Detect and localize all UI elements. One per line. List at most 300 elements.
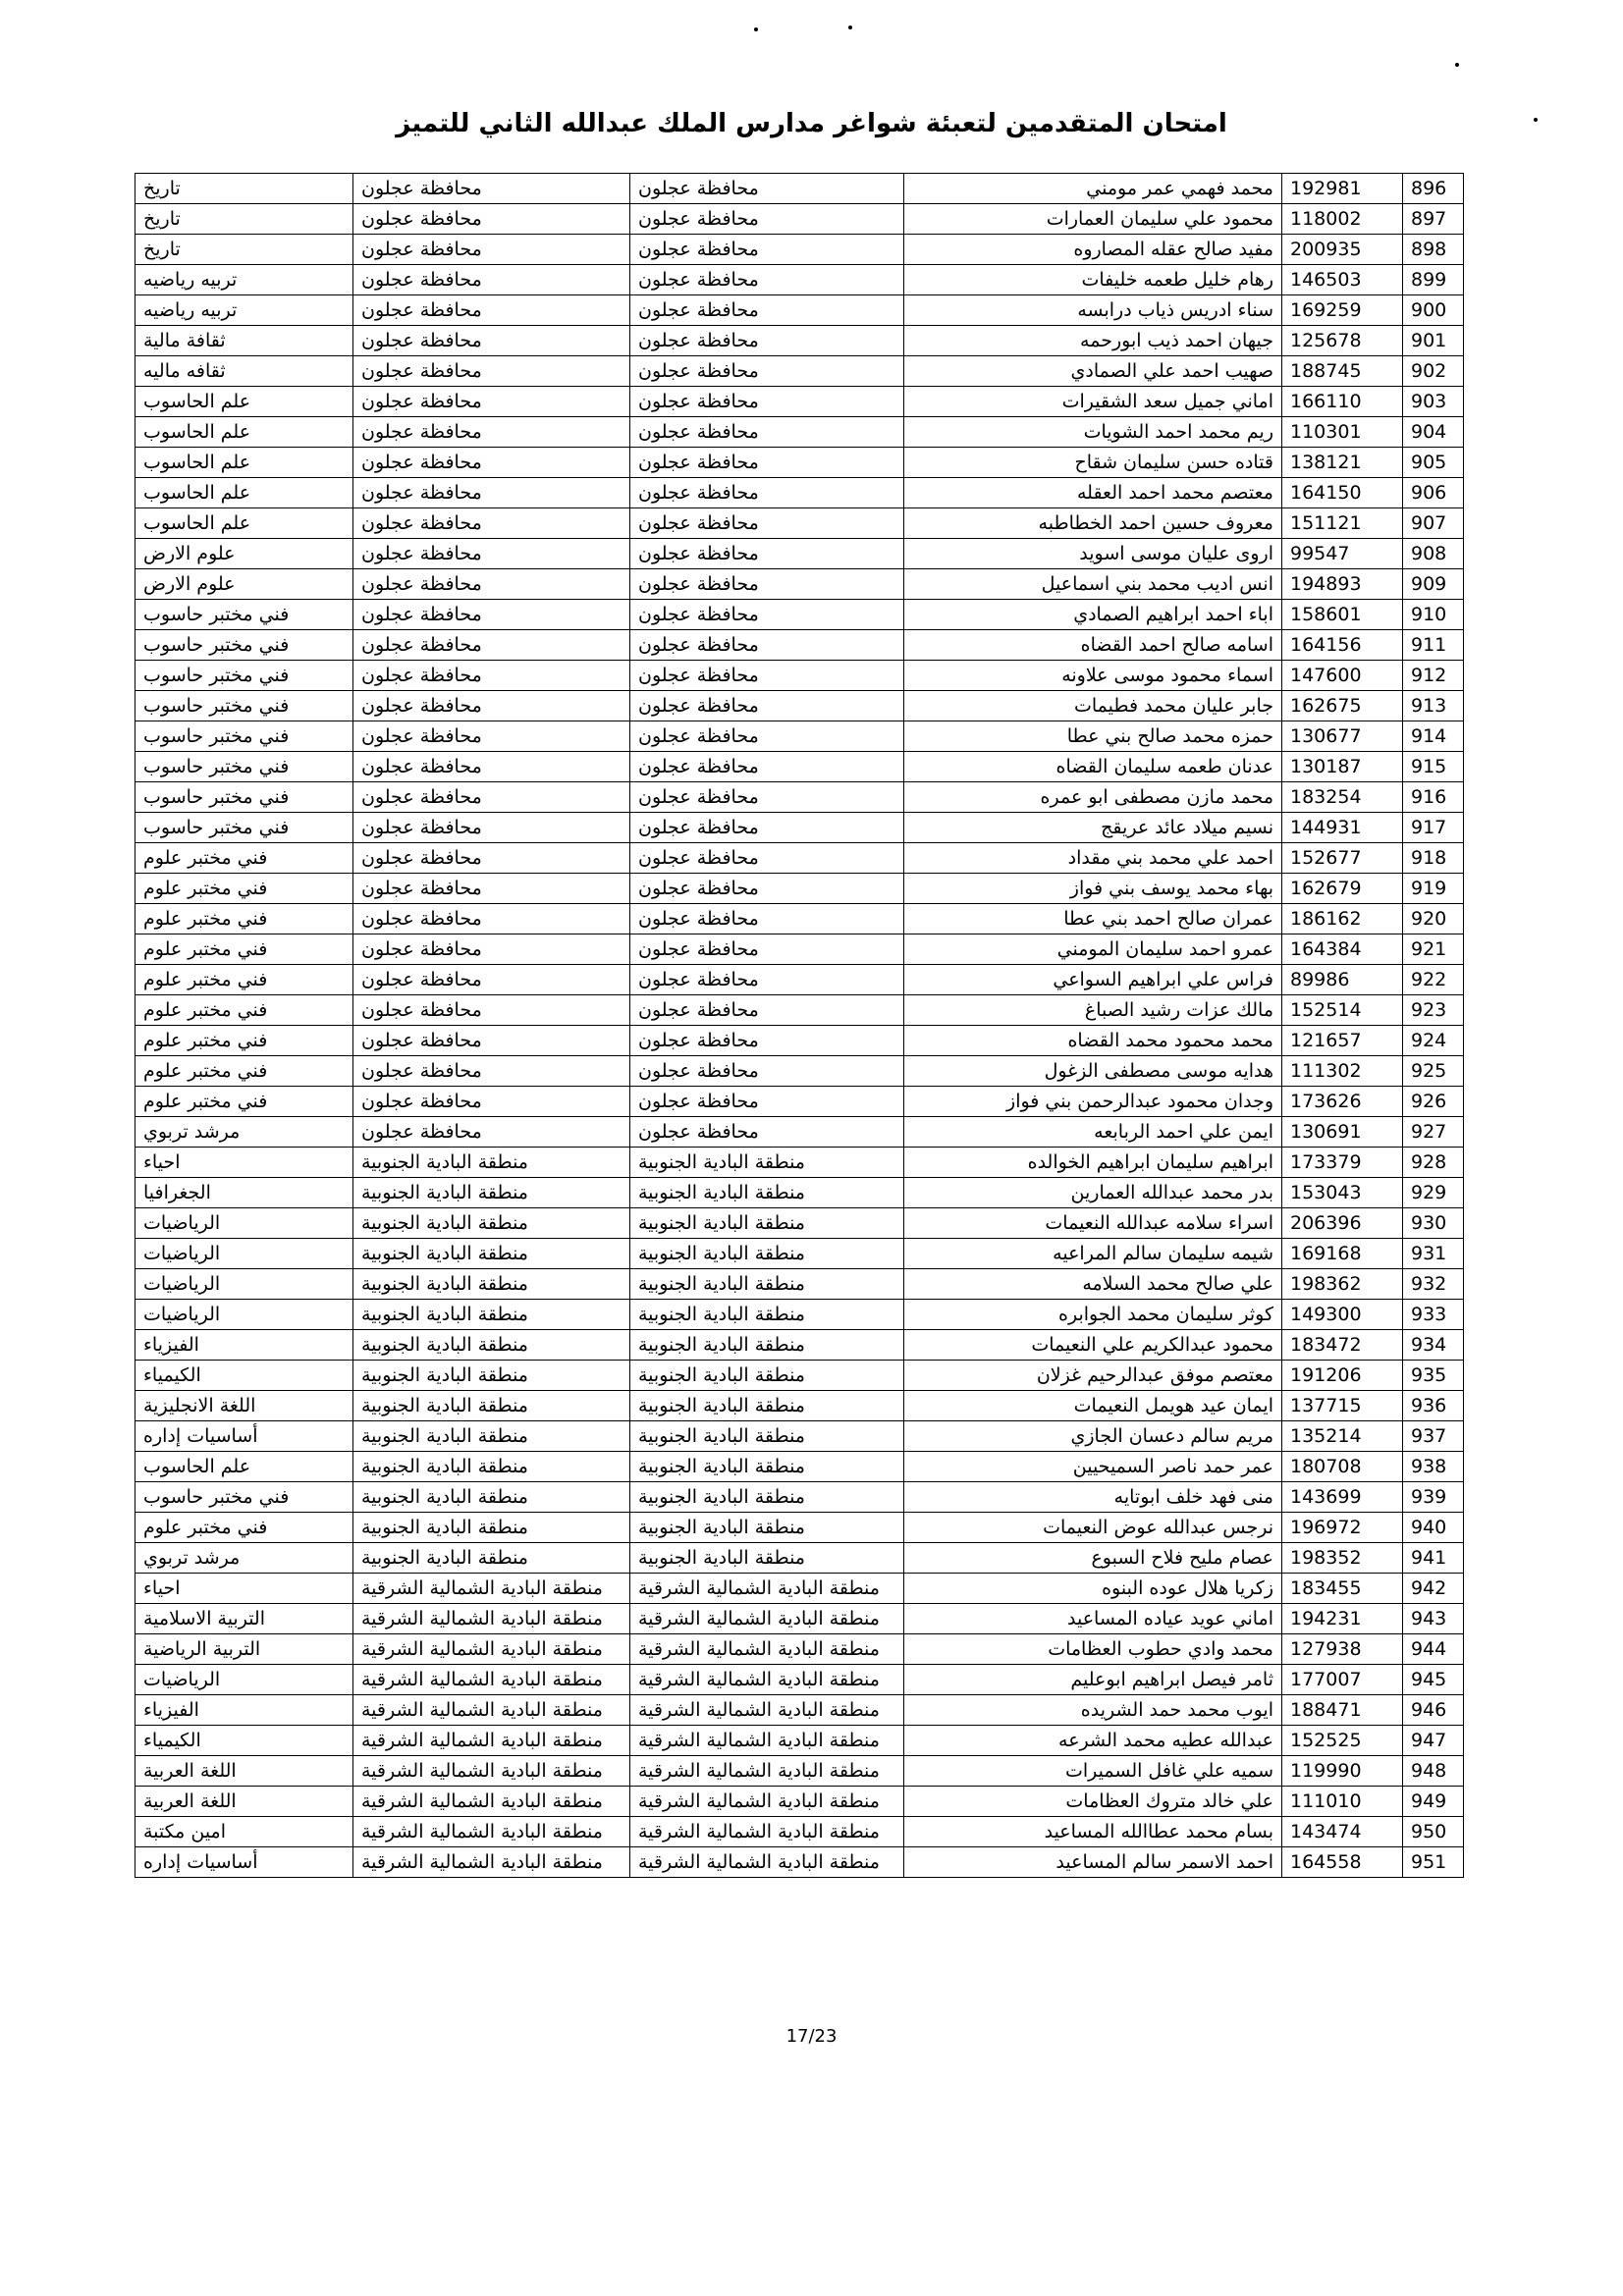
directorate-cell: منطقة البادية الشمالية الشرقية [630,1665,904,1695]
table-row [135,1452,1464,1482]
region-cell: محافظة عجلون [353,539,630,569]
specialty-cell: فني مختبر حاسوب [135,661,353,691]
table-row [135,600,1464,630]
directorate-cell: محافظة عجلون [630,661,904,691]
table-row [135,295,1464,326]
table-row [135,1695,1464,1726]
directorate-cell: محافظة عجلون [630,417,904,448]
applicant-name-cell: مالك عزات رشيد الصباغ [904,995,1282,1026]
specialty-cell: علم الحاسوب [135,478,353,508]
directorate-cell: محافظة عجلون [630,508,904,539]
applicant-name-cell: كوثر سليمان محمد الجوابره [904,1300,1282,1330]
directorate-cell: منطقة البادية الجنوبية [630,1269,904,1300]
directorate-cell: محافظة عجلون [630,204,904,235]
applicant-id-cell: 118002 [1282,204,1403,235]
row-number-cell: 898 [1403,235,1464,265]
applicant-id-cell: 121657 [1282,1026,1403,1056]
applicant-name-cell: معتصم موفق عبدالرحيم غزلان [904,1361,1282,1391]
region-cell: محافظة عجلون [353,904,630,934]
applicant-id-cell: 162679 [1282,874,1403,904]
region-cell: منطقة البادية الجنوبية [353,1269,630,1300]
directorate-cell: منطقة البادية الشمالية الشرقية [630,1726,904,1756]
region-cell: منطقة البادية الجنوبية [353,1391,630,1421]
specialty-cell: الرياضيات [135,1665,353,1695]
specialty-cell: مرشد تربوي [135,1543,353,1574]
applicant-id-cell: 138121 [1282,448,1403,478]
table-row [135,174,1464,204]
region-cell: منطقة البادية الجنوبية [353,1421,630,1452]
table-row [135,1513,1464,1543]
specialty-cell: فني مختبر حاسوب [135,1482,353,1513]
specialty-cell: علم الحاسوب [135,448,353,478]
table-row [135,1665,1464,1695]
region-cell: منطقة البادية الشمالية الشرقية [353,1665,630,1695]
table-row [135,326,1464,356]
applicant-name-cell: نرجس عبدالله عوض النعيمات [904,1513,1282,1543]
specialty-cell: فني مختبر علوم [135,995,353,1026]
region-cell: محافظة عجلون [353,1026,630,1056]
applicant-id-cell: 111010 [1282,1787,1403,1817]
directorate-cell: محافظة عجلون [630,782,904,813]
directorate-cell: منطقة البادية الجنوبية [630,1178,904,1208]
applicant-id-cell: 147600 [1282,661,1403,691]
region-cell: منطقة البادية الجنوبية [353,1543,630,1574]
applicant-id-cell: 166110 [1282,387,1403,417]
directorate-cell: منطقة البادية الشمالية الشرقية [630,1817,904,1847]
region-cell: محافظة عجلون [353,235,630,265]
scan-speck [1455,63,1459,67]
directorate-cell: منطقة البادية الشمالية الشرقية [630,1847,904,1878]
specialty-cell: فني مختبر حاسوب [135,691,353,721]
applicant-id-cell: 186162 [1282,904,1403,934]
page-number: 17/23 [785,2026,838,2047]
applicant-id-cell: 183455 [1282,1574,1403,1604]
table-row [135,265,1464,295]
applicant-id-cell: 194231 [1282,1604,1403,1634]
row-number-cell: 926 [1403,1087,1464,1117]
applicant-name-cell: حمزه محمد صالح بني عطا [904,721,1282,752]
table-row [135,691,1464,721]
directorate-cell: منطقة البادية الشمالية الشرقية [630,1756,904,1787]
applicant-name-cell: جابر عليان محمد فطيمات [904,691,1282,721]
table-row [135,1087,1464,1117]
row-number-cell: 941 [1403,1543,1464,1574]
table-row [135,965,1464,995]
applicant-name-cell: بدر محمد عبدالله العمارين [904,1178,1282,1208]
table-row [135,995,1464,1026]
region-cell: منطقة البادية الشمالية الشرقية [353,1604,630,1634]
row-number-cell: 901 [1403,326,1464,356]
specialty-cell: فني مختبر علوم [135,1513,353,1543]
row-number-cell: 909 [1403,569,1464,600]
specialty-cell: الجغرافيا [135,1178,353,1208]
applicant-id-cell: 99547 [1282,539,1403,569]
applicant-id-cell: 149300 [1282,1300,1403,1330]
row-number-cell: 922 [1403,965,1464,995]
applicant-id-cell: 153043 [1282,1178,1403,1208]
specialty-cell: الرياضيات [135,1208,353,1239]
region-cell: منطقة البادية الجنوبية [353,1513,630,1543]
applicant-name-cell: محمد وادي حطوب العظامات [904,1634,1282,1665]
applicant-name-cell: اسماء محمود موسى علاونه [904,661,1282,691]
directorate-cell: منطقة البادية الشمالية الشرقية [630,1787,904,1817]
specialty-cell: الرياضيات [135,1239,353,1269]
applicant-name-cell: محمود عبدالكريم علي النعيمات [904,1330,1282,1361]
directorate-cell: منطقة البادية الشمالية الشرقية [630,1695,904,1726]
region-cell: منطقة البادية الجنوبية [353,1482,630,1513]
applicant-name-cell: عدنان طعمه سليمان القضاه [904,752,1282,782]
region-cell: محافظة عجلون [353,813,630,843]
applicant-id-cell: 164558 [1282,1847,1403,1878]
specialty-cell: الكيمياء [135,1361,353,1391]
directorate-cell: محافظة عجلون [630,326,904,356]
specialty-cell: فني مختبر علوم [135,874,353,904]
row-number-cell: 939 [1403,1482,1464,1513]
row-number-cell: 904 [1403,417,1464,448]
specialty-cell: تاريخ [135,204,353,235]
region-cell: منطقة البادية الشمالية الشرقية [353,1634,630,1665]
directorate-cell: منطقة البادية الجنوبية [630,1208,904,1239]
applicant-name-cell: هدايه موسى مصطفى الزغول [904,1056,1282,1087]
specialty-cell: تربيه رياضيه [135,265,353,295]
region-cell: محافظة عجلون [353,691,630,721]
table-row [135,1361,1464,1391]
directorate-cell: منطقة البادية الشمالية الشرقية [630,1574,904,1604]
row-number-cell: 921 [1403,934,1464,965]
row-number-cell: 940 [1403,1513,1464,1543]
region-cell: محافظة عجلون [353,569,630,600]
table-row [135,813,1464,843]
specialty-cell: فني مختبر حاسوب [135,721,353,752]
row-number-cell: 912 [1403,661,1464,691]
applicant-name-cell: رهام خليل طعمه خليفات [904,265,1282,295]
directorate-cell: محافظة عجلون [630,174,904,204]
row-number-cell: 916 [1403,782,1464,813]
region-cell: محافظة عجلون [353,508,630,539]
row-number-cell: 899 [1403,265,1464,295]
directorate-cell: محافظة عجلون [630,630,904,661]
table-row [135,1726,1464,1756]
applicant-name-cell: فراس علي ابراهيم السواعي [904,965,1282,995]
applicant-id-cell: 144931 [1282,813,1403,843]
applicant-id-cell: 151121 [1282,508,1403,539]
applicant-name-cell: انس اديب محمد بني اسماعيل [904,569,1282,600]
region-cell: محافظة عجلون [353,600,630,630]
directorate-cell: محافظة عجلون [630,356,904,387]
specialty-cell: فني مختبر علوم [135,934,353,965]
applicant-name-cell: علي خالد متروك العظامات [904,1787,1282,1817]
region-cell: منطقة البادية الشمالية الشرقية [353,1847,630,1878]
table-row [135,782,1464,813]
applicant-name-cell: احمد الاسمر سالم المساعيد [904,1847,1282,1878]
table-row [135,235,1464,265]
table-row [135,1148,1464,1178]
applicant-name-cell: منى فهد خلف ابوتايه [904,1482,1282,1513]
specialty-cell: احياء [135,1148,353,1178]
region-cell: محافظة عجلون [353,417,630,448]
directorate-cell: محافظة عجلون [630,813,904,843]
directorate-cell: منطقة البادية الجنوبية [630,1148,904,1178]
directorate-cell: محافظة عجلون [630,1026,904,1056]
region-cell: محافظة عجلون [353,721,630,752]
specialty-cell: فني مختبر علوم [135,1087,353,1117]
scan-speck [848,26,852,29]
specialty-cell: الكيمياء [135,1726,353,1756]
directorate-cell: محافظة عجلون [630,600,904,630]
region-cell: منطقة البادية الشمالية الشرقية [353,1787,630,1817]
directorate-cell: منطقة البادية الجنوبية [630,1513,904,1543]
applicant-name-cell: اماني جميل سعد الشقيرات [904,387,1282,417]
table-row [135,1482,1464,1513]
row-number-cell: 945 [1403,1665,1464,1695]
applicant-id-cell: 164384 [1282,934,1403,965]
row-number-cell: 927 [1403,1117,1464,1148]
applicant-name-cell: محمود علي سليمان العمارات [904,204,1282,235]
specialty-cell: فني مختبر حاسوب [135,813,353,843]
region-cell: محافظة عجلون [353,1117,630,1148]
row-number-cell: 951 [1403,1847,1464,1878]
applicant-id-cell: 177007 [1282,1665,1403,1695]
table-row [135,539,1464,569]
applicant-id-cell: 169259 [1282,295,1403,326]
applicant-id-cell: 152525 [1282,1726,1403,1756]
applicant-name-cell: صهيب احمد علي الصمادي [904,356,1282,387]
directorate-cell: محافظة عجلون [630,448,904,478]
applicant-name-cell: ايمن علي احمد الربابعه [904,1117,1282,1148]
specialty-cell: مرشد تربوي [135,1117,353,1148]
region-cell: محافظة عجلون [353,1056,630,1087]
row-number-cell: 907 [1403,508,1464,539]
table-row [135,1026,1464,1056]
region-cell: منطقة البادية الشمالية الشرقية [353,1726,630,1756]
table-row [135,934,1464,965]
directorate-cell: محافظة عجلون [630,965,904,995]
table-row [135,417,1464,448]
table-row [135,630,1464,661]
applicant-name-cell: محمد محمود محمد القضاه [904,1026,1282,1056]
applicant-name-cell: اسراء سلامه عبدالله النعيمات [904,1208,1282,1239]
region-cell: منطقة البادية الجنوبية [353,1239,630,1269]
row-number-cell: 936 [1403,1391,1464,1421]
applicant-name-cell: عمر حمد ناصر السميحيين [904,1452,1282,1482]
applicant-name-cell: عمرو احمد سليمان المومني [904,934,1282,965]
row-number-cell: 900 [1403,295,1464,326]
row-number-cell: 920 [1403,904,1464,934]
table-row [135,1604,1464,1634]
specialty-cell: فني مختبر حاسوب [135,630,353,661]
table-row [135,721,1464,752]
applicant-name-cell: معروف حسين احمد الخطاطبه [904,508,1282,539]
table-row [135,904,1464,934]
row-number-cell: 902 [1403,356,1464,387]
region-cell: منطقة البادية الجنوبية [353,1452,630,1482]
directorate-cell: محافظة عجلون [630,934,904,965]
region-cell: محافظة عجلون [353,752,630,782]
row-number-cell: 946 [1403,1695,1464,1726]
table-row [135,1330,1464,1361]
applicant-name-cell: بهاء محمد يوسف بني فواز [904,874,1282,904]
table-row [135,1847,1464,1878]
applicant-name-cell: نسيم ميلاد عائد عريقج [904,813,1282,843]
row-number-cell: 917 [1403,813,1464,843]
row-number-cell: 935 [1403,1361,1464,1391]
region-cell: محافظة عجلون [353,265,630,295]
table-row [135,508,1464,539]
applicant-id-cell: 158601 [1282,600,1403,630]
specialty-cell: فني مختبر حاسوب [135,752,353,782]
table-row [135,661,1464,691]
row-number-cell: 942 [1403,1574,1464,1604]
applicant-name-cell: اماني عويد عياده المساعيد [904,1604,1282,1634]
table-row [135,1543,1464,1574]
row-number-cell: 903 [1403,387,1464,417]
applicant-name-cell: علي صالح محمد السلامه [904,1269,1282,1300]
specialty-cell: علوم الارض [135,539,353,569]
directorate-cell: محافظة عجلون [630,295,904,326]
row-number-cell: 915 [1403,752,1464,782]
table-row [135,448,1464,478]
table-row [135,1574,1464,1604]
directorate-cell: محافظة عجلون [630,721,904,752]
applicants-table [135,173,1464,1878]
row-number-cell: 914 [1403,721,1464,752]
row-number-cell: 923 [1403,995,1464,1026]
applicant-id-cell: 206396 [1282,1208,1403,1239]
applicant-id-cell: 162675 [1282,691,1403,721]
applicant-name-cell: وجدان محمود عبدالرحمن بني فواز [904,1087,1282,1117]
specialty-cell: فني مختبر علوم [135,1026,353,1056]
row-number-cell: 896 [1403,174,1464,204]
directorate-cell: منطقة البادية الشمالية الشرقية [630,1604,904,1634]
applicant-name-cell: عمران صالح احمد بني عطا [904,904,1282,934]
region-cell: محافظة عجلون [353,387,630,417]
region-cell: منطقة البادية الجنوبية [353,1208,630,1239]
directorate-cell: محافظة عجلون [630,235,904,265]
region-cell: محافظة عجلون [353,204,630,235]
region-cell: محافظة عجلون [353,1087,630,1117]
region-cell: منطقة البادية الشمالية الشرقية [353,1574,630,1604]
applicant-id-cell: 152514 [1282,995,1403,1026]
specialty-cell: أساسيات إداره [135,1421,353,1452]
region-cell: محافظة عجلون [353,448,630,478]
row-number-cell: 906 [1403,478,1464,508]
region-cell: محافظة عجلون [353,934,630,965]
region-cell: محافظة عجلون [353,874,630,904]
applicant-id-cell: 164150 [1282,478,1403,508]
specialty-cell: فني مختبر حاسوب [135,782,353,813]
region-cell: محافظة عجلون [353,174,630,204]
region-cell: محافظة عجلون [353,965,630,995]
row-number-cell: 919 [1403,874,1464,904]
applicant-id-cell: 191206 [1282,1361,1403,1391]
directorate-cell: محافظة عجلون [630,904,904,934]
table-row [135,752,1464,782]
specialty-cell: امين مكتبة [135,1817,353,1847]
table-row [135,874,1464,904]
specialty-cell: تربيه رياضيه [135,295,353,326]
specialty-cell: فني مختبر علوم [135,843,353,874]
applicant-name-cell: احمد علي محمد بني مقداد [904,843,1282,874]
applicant-name-cell: ثامر فيصل ابراهيم ابوعليم [904,1665,1282,1695]
specialty-cell: علم الحاسوب [135,508,353,539]
row-number-cell: 948 [1403,1756,1464,1787]
row-number-cell: 928 [1403,1148,1464,1178]
specialty-cell: تاريخ [135,235,353,265]
directorate-cell: محافظة عجلون [630,1087,904,1117]
specialty-cell: الرياضيات [135,1300,353,1330]
table-row [135,1300,1464,1330]
applicant-id-cell: 89986 [1282,965,1403,995]
specialty-cell: علم الحاسوب [135,417,353,448]
region-cell: محافظة عجلون [353,356,630,387]
directorate-cell: منطقة البادية الجنوبية [630,1543,904,1574]
region-cell: محافظة عجلون [353,843,630,874]
specialty-cell: التربية الرياضية [135,1634,353,1665]
row-number-cell: 932 [1403,1269,1464,1300]
applicants-table-body [135,174,1464,1878]
specialty-cell: ثقافه ماليه [135,356,353,387]
region-cell: محافظة عجلون [353,295,630,326]
row-number-cell: 910 [1403,600,1464,630]
applicant-name-cell: مفيد صالح عقله المصاروه [904,235,1282,265]
region-cell: محافظة عجلون [353,661,630,691]
applicant-id-cell: 143699 [1282,1482,1403,1513]
table-row [135,478,1464,508]
applicants-table-wrap [135,173,1464,1878]
directorate-cell: محافظة عجلون [630,752,904,782]
row-number-cell: 934 [1403,1330,1464,1361]
row-number-cell: 924 [1403,1026,1464,1056]
directorate-cell: محافظة عجلون [630,387,904,417]
row-number-cell: 937 [1403,1421,1464,1452]
region-cell: منطقة البادية الجنوبية [353,1300,630,1330]
directorate-cell: محافظة عجلون [630,569,904,600]
applicant-name-cell: بسام محمد عطاالله المساعيد [904,1817,1282,1847]
applicant-id-cell: 183254 [1282,782,1403,813]
applicant-id-cell: 194893 [1282,569,1403,600]
specialty-cell: اللغة الانجليزية [135,1391,353,1421]
specialty-cell: تاريخ [135,174,353,204]
table-row [135,387,1464,417]
applicant-name-cell: زكريا هلال عوده البنوه [904,1574,1282,1604]
row-number-cell: 911 [1403,630,1464,661]
table-row [135,1239,1464,1269]
applicant-name-cell: اروى عليان موسى اسويد [904,539,1282,569]
directorate-cell: منطقة البادية الجنوبية [630,1391,904,1421]
applicant-name-cell: معتصم محمد احمد العقله [904,478,1282,508]
specialty-cell: فني مختبر حاسوب [135,600,353,630]
applicant-id-cell: 188471 [1282,1695,1403,1726]
directorate-cell: محافظة عجلون [630,265,904,295]
page-title: امتحان المتقدمين لتعبئة شواغر مدارس الملك عبدالله الثاني للتميز [396,109,1227,139]
table-row [135,1391,1464,1421]
directorate-cell: منطقة البادية الجنوبية [630,1330,904,1361]
applicant-id-cell: 130677 [1282,721,1403,752]
applicant-id-cell: 173626 [1282,1087,1403,1117]
table-row [135,1056,1464,1087]
applicant-id-cell: 183472 [1282,1330,1403,1361]
applicant-id-cell: 164156 [1282,630,1403,661]
scan-speck [754,27,758,31]
applicant-name-cell: محمد فهمي عمر مومني [904,174,1282,204]
region-cell: محافظة عجلون [353,782,630,813]
specialty-cell: علم الحاسوب [135,387,353,417]
directorate-cell: منطقة البادية الجنوبية [630,1361,904,1391]
table-row [135,1421,1464,1452]
applicant-name-cell: سناء ادريس ذياب درابسه [904,295,1282,326]
row-number-cell: 908 [1403,539,1464,569]
directorate-cell: منطقة البادية الجنوبية [630,1300,904,1330]
